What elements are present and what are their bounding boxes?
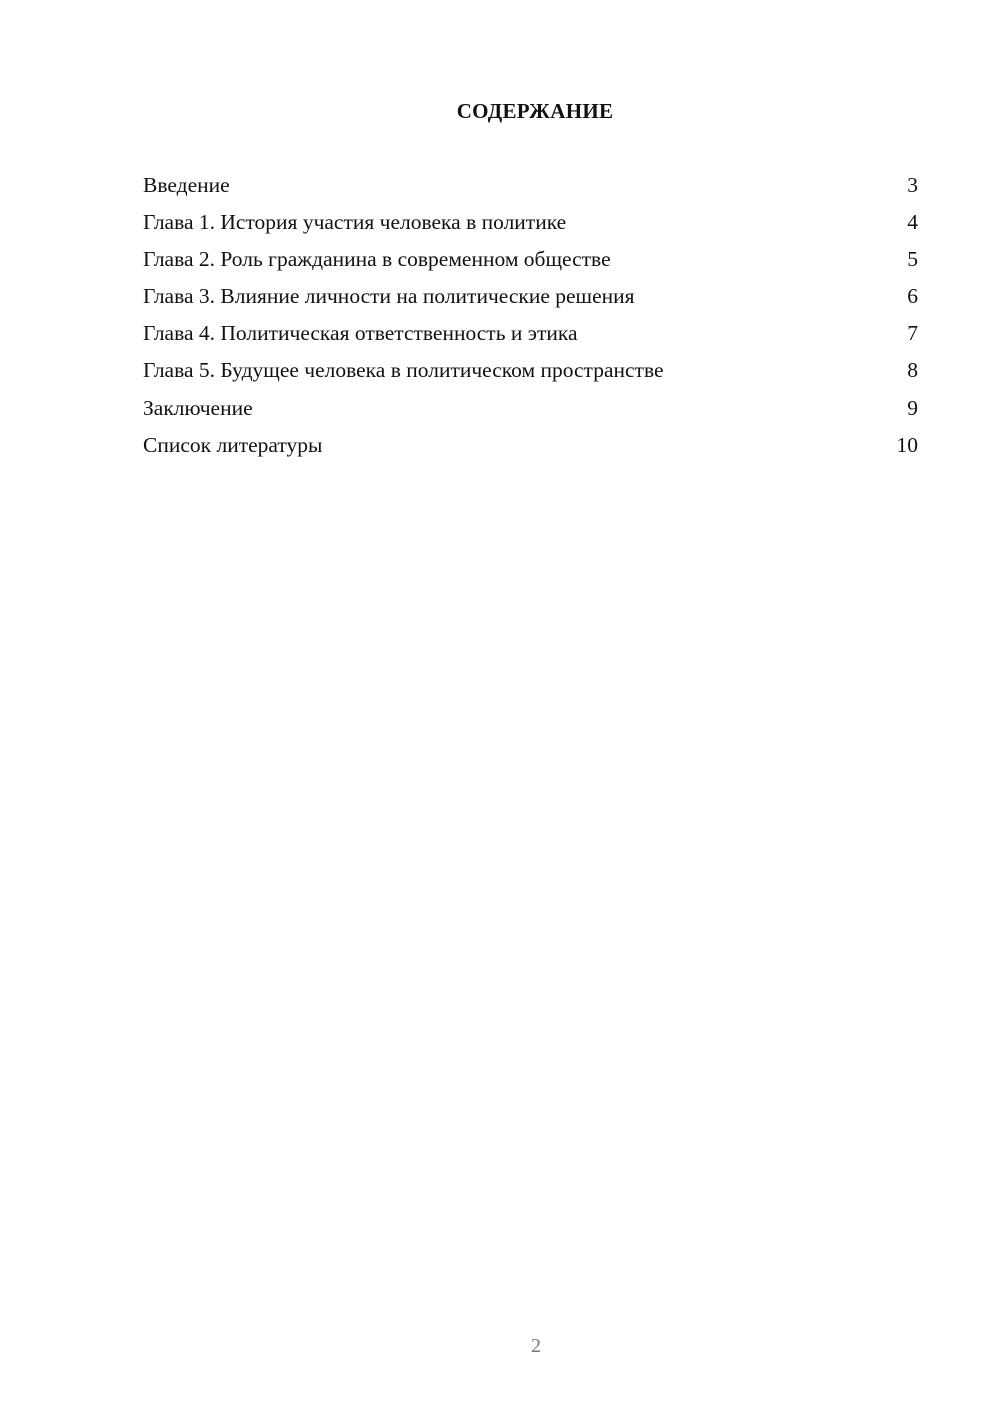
- toc-entry-label: Заключение: [143, 395, 253, 420]
- toc-entry-page: 10: [896, 432, 918, 457]
- toc-entry-page: 6: [907, 284, 918, 309]
- toc-entry-label: Глава 3. Влияние личности на политические решения: [143, 284, 635, 309]
- page-title: СОДЕРЖАНИЕ: [456, 99, 614, 123]
- toc-entry-page: 7: [907, 321, 918, 346]
- toc-entry-page: 8: [907, 358, 918, 383]
- toc-entry-chapter-3: [143, 281, 918, 318]
- page-number: 2: [531, 1335, 541, 1357]
- toc-entry-page: 4: [907, 210, 918, 235]
- toc-entry-chapter-2: [143, 244, 918, 281]
- toc-entry-conclusion: [143, 393, 918, 430]
- toc-entry-introduction: [143, 170, 918, 207]
- toc-entry-label: Глава 1. История участия человека в политике: [143, 210, 567, 235]
- toc-entry-page: 9: [907, 395, 918, 420]
- toc-entry-label: Список литературы: [143, 432, 323, 457]
- toc-entry-label: Введение: [143, 173, 230, 197]
- toc-entry-label: Глава 2. Роль гражданина в современном обществе: [143, 247, 611, 272]
- toc-entry-page: 5: [907, 247, 918, 272]
- toc-entry-chapter-4: [143, 318, 918, 355]
- toc-entry-bibliography: [143, 430, 918, 467]
- toc-entry-label: Глава 5. Будущее человека в политическом пространстве: [143, 358, 664, 383]
- toc-entry-chapter-1: [143, 207, 918, 244]
- table-of-contents: [143, 170, 918, 467]
- toc-entry-chapter-5: [143, 355, 918, 392]
- toc-entry-label: Глава 4. Политическая ответственность и этика: [143, 321, 578, 346]
- toc-entry-page: 3: [907, 173, 918, 197]
